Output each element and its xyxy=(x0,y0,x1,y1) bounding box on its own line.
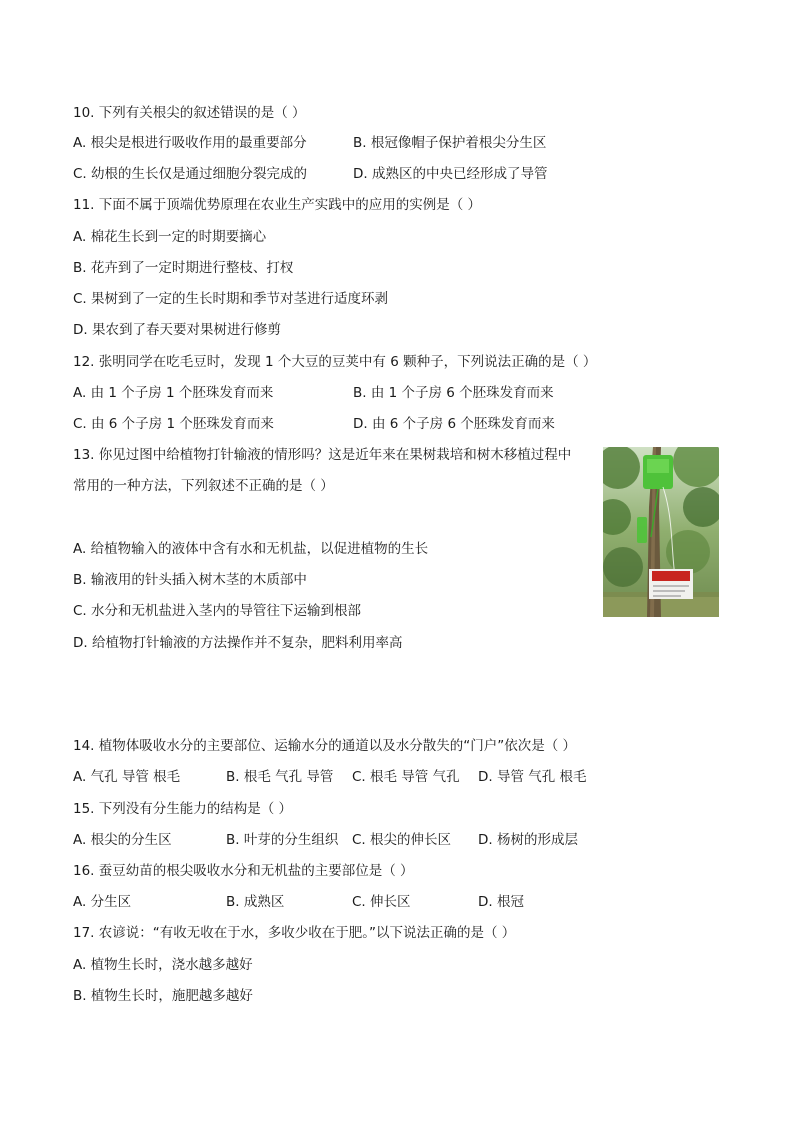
q11-option-a: A. 棉花生长到一定的时期要摘心 xyxy=(73,229,267,245)
q11-option-b: B. 花卉到了一定时期进行整枝、打杈 xyxy=(73,260,294,276)
q15-stem: 15. 下列没有分生能力的结构是（ ） xyxy=(73,801,293,817)
q17-option-a: A. 植物生长时，浇水越多越好 xyxy=(73,957,253,973)
q12-stem: 12. 张明同学在吃毛豆时，发现 1 个大豆的豆荚中有 6 颗种子，下列说法正确的是（ ） xyxy=(73,354,597,370)
q14-option-b: B. 根毛 气孔 导管 xyxy=(226,769,334,785)
q14-option-c: C. 根毛 导管 气孔 xyxy=(352,769,460,785)
q15-option-d: D. 杨树的形成层 xyxy=(478,832,578,848)
q13-stem-line2: 常用的一种方法，下列叙述不正确的是（ ） xyxy=(73,478,334,494)
q13-option-c: C. 水分和无机盐进入茎内的导管往下运输到根部 xyxy=(73,603,362,619)
q14-option-d: D. 导管 气孔 根毛 xyxy=(478,769,587,785)
q16-option-c: C. 伸长区 xyxy=(352,894,411,910)
q16-option-d: D. 根冠 xyxy=(478,894,524,910)
q16-option-b: B. 成熟区 xyxy=(226,894,285,910)
q11-stem: 11. 下面不属于顶端优势原理在农业生产实践中的应用的实例是（ ） xyxy=(73,197,482,213)
q13-option-d: D. 给植物打针输液的方法操作并不复杂，肥料利用率高 xyxy=(73,635,403,651)
q11-option-d: D. 果农到了春天要对果树进行修剪 xyxy=(73,322,281,338)
q15-option-c: C. 根尖的伸长区 xyxy=(352,832,452,848)
q13-stem-line1: 13. 你见过图中给植物打针输液的情形吗？这是近年来在果树栽培和树木移植过程中 xyxy=(73,447,572,463)
q17-option-b: B. 植物生长时，施肥越多越好 xyxy=(73,988,253,1004)
q16-option-a: A. 分生区 xyxy=(73,894,132,910)
q13-option-b: B. 输液用的针头插入树木茎的木质部中 xyxy=(73,572,307,588)
q17-stem: 17. 农谚说：“有收无收在于水，多收少收在于肥。”以下说法正确的是（ ） xyxy=(73,925,516,941)
q10-option-d: D. 成熟区的中央已经形成了导管 xyxy=(353,166,548,182)
q10-stem: 10. 下列有关根尖的叙述错误的是（ ） xyxy=(73,105,306,121)
q10-option-b: B. 根冠像帽子保护着根尖分生区 xyxy=(353,135,547,151)
q10-option-c: C. 幼根的生长仅是通过细胞分裂完成的 xyxy=(73,166,308,182)
q16-stem: 16. 蚕豆幼苗的根尖吸收水分和无机盐的主要部位是（ ） xyxy=(73,863,414,879)
tree-iv-drip-photo xyxy=(603,447,719,617)
q13-option-a: A. 给植物输入的液体中含有水和无机盐，以促进植物的生长 xyxy=(73,541,429,557)
q12-option-d: D. 由 6 个子房 6 个胚珠发育而来 xyxy=(353,416,555,432)
q14-option-a: A. 气孔 导管 根毛 xyxy=(73,769,181,785)
q15-option-a: A. 根尖的分生区 xyxy=(73,832,172,848)
q10-option-a: A. 根尖是根进行吸收作用的最重要部分 xyxy=(73,135,307,151)
q12-option-a: A. 由 1 个子房 1 个胚珠发育而来 xyxy=(73,385,274,401)
q11-option-c: C. 果树到了一定的生长时期和季节对茎进行适度环剥 xyxy=(73,291,389,307)
q15-option-b: B. 叶芽的分生组织 xyxy=(226,832,339,848)
q14-stem: 14. 植物体吸收水分的主要部位、运输水分的通道以及水分散失的“门户”依次是（ ） xyxy=(73,738,577,754)
q12-option-c: C. 由 6 个子房 1 个胚珠发育而来 xyxy=(73,416,274,432)
q12-option-b: B. 由 1 个子房 6 个胚珠发育而来 xyxy=(353,385,554,401)
